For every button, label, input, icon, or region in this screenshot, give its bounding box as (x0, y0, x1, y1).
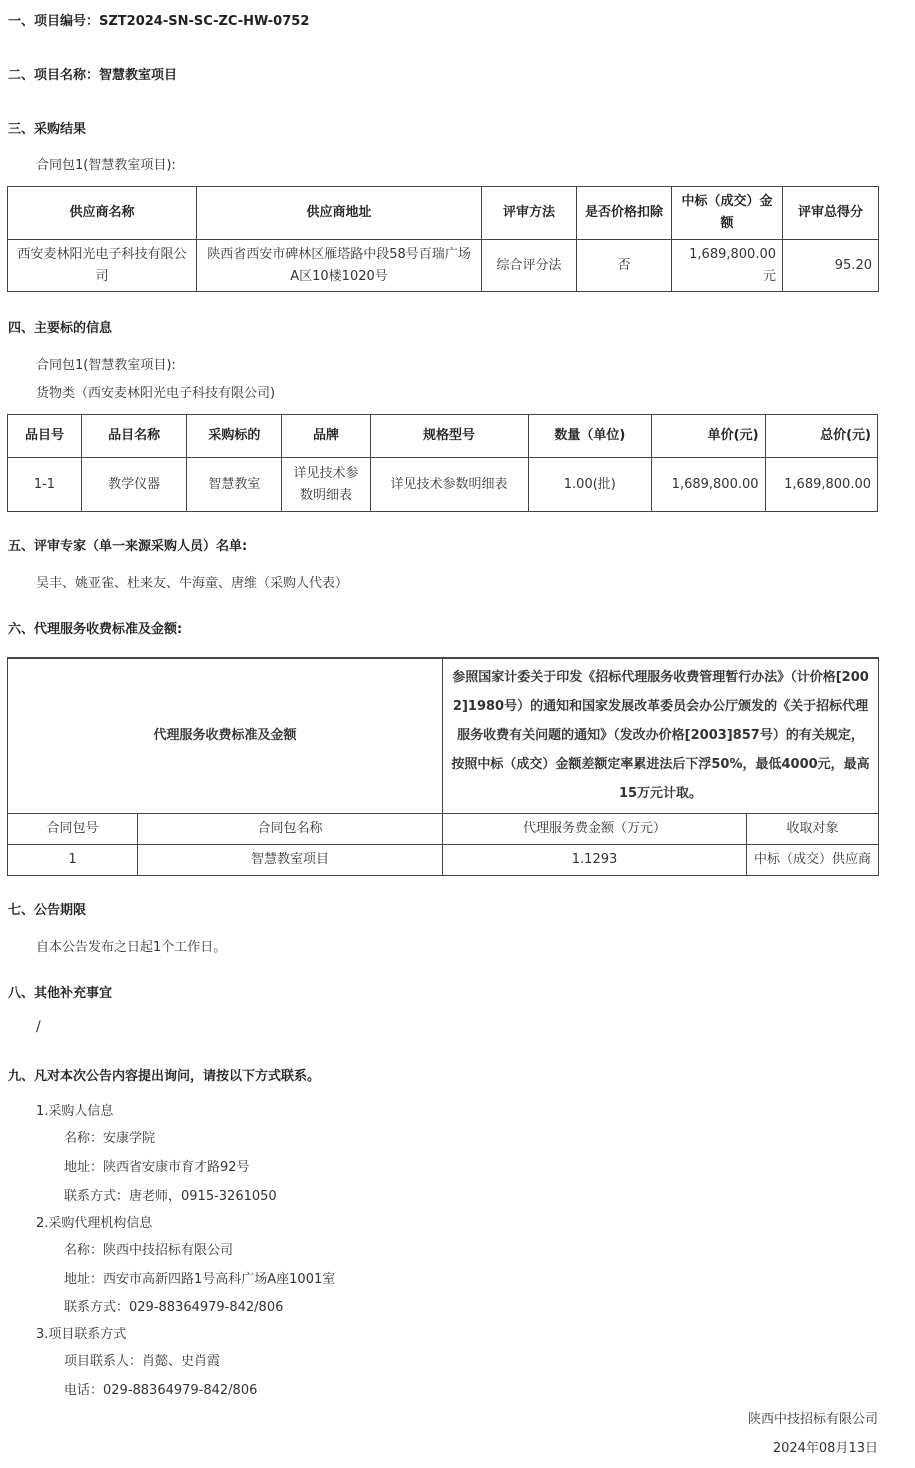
section-6-title: 六、代理服务收费标准及金额: (8, 622, 183, 637)
section-3-title: 三、采购结果 (8, 122, 87, 137)
item-spec: 详见技术参数明细表 (370, 458, 528, 512)
section-5-title: 五、评审专家（单一来源采购人员）名单: (8, 539, 248, 554)
table-row (8, 240, 879, 292)
fee-header-package-no: 合同包号 (8, 813, 138, 844)
fee-standard-label: 代理服务收费标准及金额 (8, 658, 443, 813)
fee-header-package-name: 合同包名称 (138, 813, 443, 844)
result-header-address: 供应商地址 (197, 187, 482, 240)
result-header-method: 评审方法 (482, 187, 577, 240)
section-7-title: 七、公告期限 (8, 903, 87, 918)
expert-names: 吴丰、姚亚雀、杜来友、牛海童、唐维（采购人代表） (36, 576, 349, 591)
agency-contact: 联系方式：029-88364979-842/806 (64, 1300, 284, 1315)
fee-table (7, 657, 879, 876)
item-total-price: 1,689,800.00 (765, 458, 877, 512)
result-method: 综合评分法 (482, 240, 577, 292)
result-header-price-deduction: 是否价格扣除 (577, 187, 672, 240)
project-name-value: 智慧教室项目 (99, 68, 178, 83)
table-row (8, 458, 878, 512)
project-number (8, 10, 309, 29)
other-matters: / (36, 1019, 41, 1035)
purchaser-title: 1.采购人信息 (36, 1104, 114, 1119)
section-4-category: 货物类（西安麦林阳光电子科技有限公司) (36, 386, 276, 401)
item-header-no: 品目号 (8, 415, 82, 458)
result-header-supplier: 供应商名称 (8, 187, 197, 240)
section-8-title: 八、其他补充事宜 (8, 986, 113, 1001)
item-brand: 详见技术参数明细表 (282, 458, 370, 512)
fee-package-no: 1 (8, 844, 138, 875)
project-contact-title: 3.项目联系方式 (36, 1327, 127, 1342)
item-name: 教学仪器 (81, 458, 186, 512)
item-header-target: 采购标的 (187, 415, 282, 458)
item-header-total-price: 总价(元) (765, 415, 877, 458)
item-target: 智慧教室 (187, 458, 282, 512)
result-header-amount: 中标（成交）金额 (672, 187, 783, 240)
item-unit-price: 1,689,800.00 (652, 458, 765, 512)
result-table (7, 186, 879, 292)
agency-address: 地址：西安市高新四路1号高科广场A座1001室 (64, 1272, 336, 1287)
project-contact-person: 项目联系人：肖懿、史肖霞 (64, 1354, 221, 1369)
result-price-deduction: 否 (577, 240, 672, 292)
project-name-label: 二、项目名称： (8, 68, 100, 83)
fee-package-name: 智慧教室项目 (138, 844, 443, 875)
item-table (7, 414, 878, 512)
fee-header-amount: 代理服务费金额（万元） (443, 813, 747, 844)
section-3-package: 合同包1(智慧教室项目): (36, 158, 176, 173)
project-name (8, 64, 177, 83)
footer-date: 2024年08月13日 (772, 1441, 878, 1456)
footer-org: 陕西中技招标有限公司 (747, 1412, 878, 1427)
result-supplier: 西安麦林阳光电子科技有限公司 (8, 240, 197, 292)
item-header-brand: 品牌 (282, 415, 370, 458)
item-header-unit-price: 单价(元) (652, 415, 765, 458)
purchaser-address: 地址：陕西省安康市育才路92号 (64, 1160, 250, 1175)
result-amount: 1,689,800.00元 (672, 240, 783, 292)
purchaser-contact: 联系方式：唐老师，0915-3261050 (64, 1189, 277, 1204)
agency-title: 2.采购代理机构信息 (36, 1216, 153, 1231)
result-address: 陕西省西安市碑林区雁塔路中段58号百瑞广场A区10楼1020号 (197, 240, 482, 292)
section-9-title: 九、凡对本次公告内容提出询问，请按以下方式联系。 (8, 1069, 321, 1084)
agency-name: 名称：陕西中技招标有限公司 (64, 1243, 234, 1258)
project-contact-phone: 电话：029-88364979-842/806 (64, 1383, 258, 1398)
fee-header-payer: 收取对象 (747, 813, 879, 844)
item-header-spec: 规格型号 (370, 415, 528, 458)
item-header-name: 品目名称 (81, 415, 186, 458)
result-score: 95.20 (783, 240, 879, 292)
item-header-qty: 数量（单位) (528, 415, 652, 458)
fee-amount: 1.1293 (443, 844, 747, 875)
fee-payer: 中标（成交）供应商 (747, 844, 879, 875)
section-4-package: 合同包1(智慧教室项目): (36, 358, 176, 373)
fee-standard-text: 参照国家计委关于印发《招标代理服务收费管理暂行办法》（计价格[2002]1980号）的通知和国家发展改革委员会办公厅颁发的《关于招标代理服务收费有关问题的通知》（发改办价格[2003]857号）的有关规定，按照中标（成交）金额差额定率累进法后下浮50%，最低4000元，最高15万元计取。 (443, 658, 879, 813)
table-row (8, 844, 879, 875)
item-no: 1-1 (8, 458, 82, 512)
result-header-score: 评审总得分 (783, 187, 879, 240)
announcement-period: 自本公告发布之日起1个工作日。 (36, 940, 227, 955)
project-number-value: SZT2024-SN-SC-ZC-HW-0752 (99, 14, 310, 29)
purchaser-name: 名称：安康学院 (64, 1131, 156, 1146)
section-4-title: 四、主要标的信息 (8, 321, 113, 336)
item-qty: 1.00(批) (528, 458, 652, 512)
project-number-label: 一、项目编号： (8, 14, 100, 29)
